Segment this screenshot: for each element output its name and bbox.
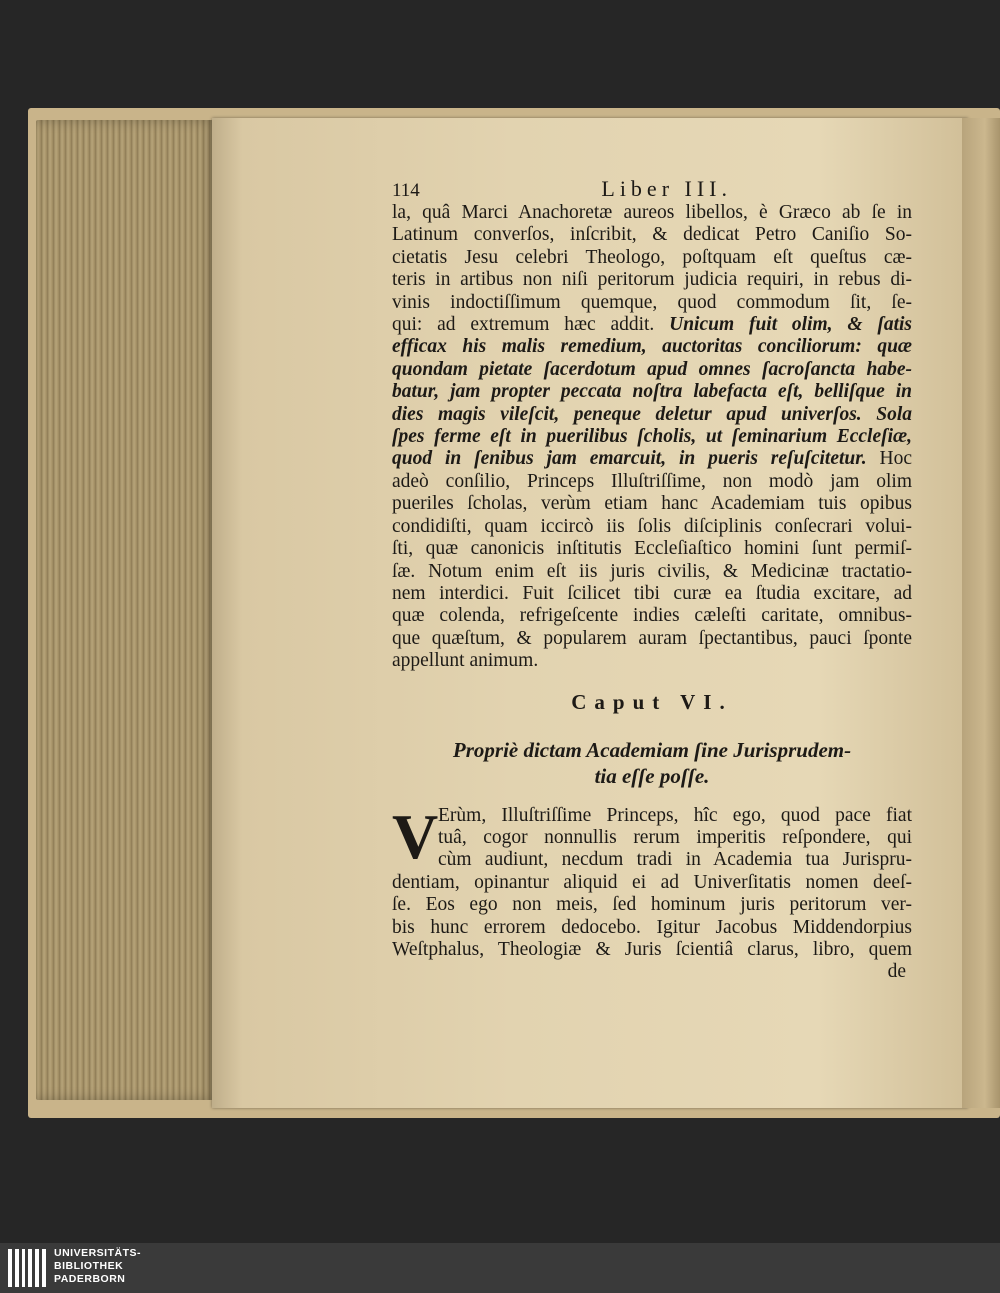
text-line: vinis indoctiſſimum quemque, quod commodum ſit, ſe- [392,291,912,313]
text-line: ſti, quæ canonicis inſtitutis Eccleſiaſtico homini ſunt permiſ- [392,538,912,560]
logo-bar [8,1249,12,1287]
text-line: nem interdici. Fuit ſcilicet tibi curæ ea ſtudia excitare, ad [392,582,912,604]
text-line: Latinum converſos, inſcribit, & dedicat Petro Caniſio So- [392,224,912,246]
text-line: la, quâ Marci Anachoretæ aureos libellos, è Græco ab ſe in [392,202,912,223]
text-line: cietatis Jesu celebri Theologo, poſtquam eſt queſtus cæ- [392,246,912,268]
text-line: Weſtphalus, Theologiæ & Juris ſcientiâ clarus, libro, quem [392,938,912,960]
quote-line: ſpes ferme eſt in puerilibus ſcholis, ut ſeminarium Eccleſiæ, [392,426,912,448]
text-span: qui: ad extremum hæc addit. [392,314,655,336]
quote-span: quod in ſenibus jam emarcuit, in pueris reſuſcitetur. [392,448,867,470]
text-line: que quæſtum, & popularem auram ſpectantibus, pauci ſponte [392,627,912,649]
library-name [54,1247,141,1286]
page-block-edge [36,120,216,1100]
library-name-line: BIBLIOTHEK [54,1260,124,1272]
text-line: adeò conſilio, Princeps Illuſtriſſime, non modò jam olim [392,470,912,492]
library-name-line: PADERBORN [54,1273,126,1285]
text-line: condidiſti, quam iccircò iis ſolis diſciplinis conſecrari volui- [392,515,912,537]
logo-bar [42,1249,46,1287]
text-line: dentiam, opinantur aliquid ei ad Univerſitatis nomen deeſ- [392,871,912,893]
chapter-subtitle: Propriè dictam Academiam ſine Jurisprudem- [452,737,852,762]
logo-bar [28,1249,32,1287]
text-line [392,314,912,336]
text-line: Erùm, Illuſtriſſime Princeps, hîc ego, quod pace fiat [438,804,912,826]
library-footer [0,1243,1000,1293]
text-line: ſæ. Notum enim eſt iis juris civilis, & Medicinæ tractatio- [392,560,912,582]
drop-cap: V [392,800,439,872]
text-line: tuâ, cogor nonnullis rerum imperitis reſpondere, qui [438,826,912,848]
quote-line: efficax his malis remedium, auctoritas conciliorum: quæ [392,336,912,358]
running-head: Liber III. [601,176,732,201]
quote-line: batur, jam propter peccata noſtra labefacta eſt, belliſque in [392,381,912,403]
quote-line: dies magis vileſcit, peneque deletur apud univerſos. Sola [392,403,912,425]
logo-bar [35,1249,39,1287]
facing-page-edge [962,118,1000,1108]
text-span: Hoc [879,448,913,470]
text-line: appellunt animum. [392,650,539,672]
chapter-subtitle: tia eſſe poſſe. [594,763,710,788]
chapter-heading: Caput VI. [571,689,733,714]
quote-line: quondam pietate ſacerdotum apud omnes ſacroſancta habe- [392,358,912,380]
text-line: bis hunc errorem dedocebo. Igitur Jacobus Middendorpius [392,916,912,938]
logo-bar [22,1249,26,1287]
paragraph-2 [392,800,912,984]
library-logo-icon [8,1249,46,1287]
text-line: ſe. Eos ego non meis, ſed hominum juris peritorum ver- [392,894,912,916]
library-name-line: UNIVERSITÄTS- [54,1247,142,1259]
text-line: cùm audiunt, necdum tradi in Academia tua Jurispru- [438,849,912,871]
text-line: teris in artibus non niſi peritorum judicia requiri, in rebus di- [392,269,912,291]
text-line: quæ colenda, refrigeſcente indies cæleſti caritate, omnibus- [392,605,912,627]
paragraph-1 [392,202,912,673]
page-header [392,178,912,202]
text-line: pueriles ſcholas, verùm etiam hanc Academiam tuis opibus [392,493,912,515]
catchword: de [887,961,906,983]
page-number: 114 [392,180,420,201]
quote-span: Unicum fuit olim, & ſatis [669,314,913,336]
logo-bar [15,1249,19,1287]
page-text [392,178,912,984]
text-line [392,448,912,470]
